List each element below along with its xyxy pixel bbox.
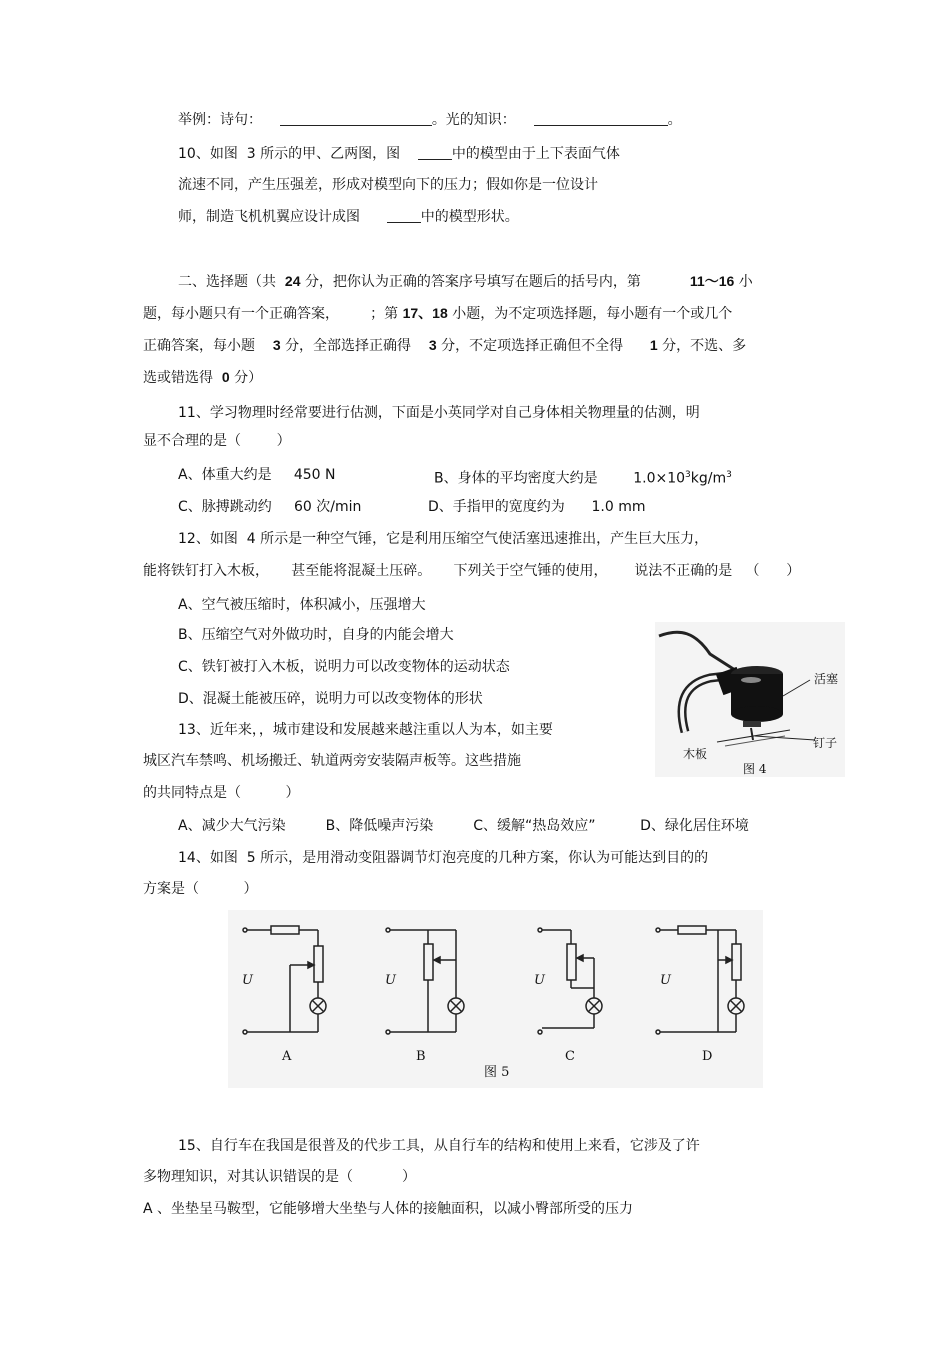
s2-text: 小题，为不定项选择题，每小题有一个或几个 [452, 306, 733, 322]
s2-text: 选或错选得 [143, 370, 213, 386]
q10-line-3 [178, 208, 519, 226]
q11-option-b[interactable] [434, 466, 732, 488]
q10-text: 中的模型形状。 [420, 209, 519, 225]
q11-optb-unit: kg/m [690, 470, 727, 487]
q10-blank-1[interactable] [418, 145, 452, 160]
q12-option-b[interactable]: B、压缩空气对外做功时，自身的内能会增大 [178, 627, 454, 643]
q12-option-a[interactable]: A、空气被压缩时，体积减小，压强增大 [178, 597, 426, 613]
q14-line-1: 14、如图 5 所示，是用滑动变阻器调节灯泡亮度的几种方案，你认为可能达到目的的 [178, 850, 709, 866]
s2-text: 分，不选、多 [662, 338, 747, 354]
s2-text: 题，每小题只有一个正确答案， [143, 306, 339, 322]
q11-option-a[interactable]: A、体重大约是 450 N [178, 467, 336, 483]
section2-line-3 [143, 336, 746, 355]
fig5-label-a: A [282, 1049, 292, 1064]
fig5-label-b: B [416, 1049, 426, 1064]
fig4-label-piston: 活塞 [814, 672, 839, 686]
fig5-u-label: U [534, 973, 545, 988]
fig4-label-board: 木板 [683, 747, 708, 761]
q12-option-d[interactable]: D、混凝土能被压碎，说明力可以改变物体的形状 [178, 691, 483, 707]
q11-line-1: 11、学习物理时经常要进行估测，下面是小英同学对自己身体相关物理量的估测，明 [178, 405, 700, 421]
s2-points: 3 [428, 337, 437, 353]
q15-line-2: 多物理知识，对其认识错误的是（ ） [143, 1169, 416, 1185]
fig5-caption: 图 5 [484, 1065, 510, 1080]
q12-option-c[interactable]: C、铁钉被打入木板，说明力可以改变物体的运动状态 [178, 659, 510, 675]
q12-line-2: 能将铁钉打入木板， 甚至能将混凝土压碎。 下列关于空气锤的使用， 说法不正确的是 （ ） [143, 563, 801, 579]
fig5-u-label: U [385, 973, 396, 988]
section2-line-4 [143, 368, 262, 387]
q12-line-1: 12、如图 4 所示是一种空气锤，它是利用压缩空气使活塞迅速推出，产生巨大压力， [178, 531, 709, 547]
q11-optb-text: B、身体的平均密度大约是 1.0×10 [434, 470, 686, 487]
example-end: 。 [667, 112, 682, 128]
air-hammer-illustration [655, 622, 845, 777]
s2-points: 3 [272, 337, 281, 353]
q13-line-2: 城区汽车禁鸣、机场搬迁、轨道两旁安装隔声板等。这些措施 [143, 753, 521, 769]
circuit-c [538, 928, 602, 1034]
example-prefix: 举例：诗句： [178, 112, 262, 128]
section2-line-1 [178, 272, 753, 291]
s2-points: 24 [284, 273, 301, 289]
q10-text: 10、如图 3 所示的甲、乙两图，图 [178, 146, 401, 162]
q10-line-1 [178, 145, 620, 163]
q15-line-1: 15、自行车在我国是很普及的代步工具，从自行车的结构和使用上来看，它涉及了许 [178, 1138, 700, 1154]
s2-text: 小 [738, 274, 753, 290]
section2-line-2 [143, 304, 732, 323]
example-line [178, 111, 682, 129]
q13-line-1: 13、近年来，，城市建设和发展越来越注重以人为本，如主要 [178, 722, 553, 738]
q11-optb-exp: 3 [685, 470, 691, 480]
s2-points: 0 [221, 369, 230, 385]
s2-points: 1 [649, 337, 658, 353]
q10-text: 师，制造飞机机翼应设计成图 [178, 209, 360, 225]
fig5-u-label: U [660, 973, 671, 988]
fig5-label-c: C [565, 1049, 575, 1064]
example-middle: 。光的知识： [431, 112, 516, 128]
fig4-label-nail: 钉子 [813, 736, 838, 750]
s2-text: 分，不定项选择正确但不全得 [441, 338, 624, 354]
fig5-u-label: U [242, 973, 253, 988]
answer-blank-poem[interactable] [280, 111, 432, 126]
q11-optb-exp2: 3 [726, 470, 732, 480]
s2-text: ；第 [370, 306, 399, 322]
q11-line-2: 显不合理的是（ ） [143, 433, 291, 449]
s2-text: 二、选择题（共 [178, 274, 276, 290]
figure-4-air-hammer [655, 622, 845, 777]
s2-text: 分，全部选择正确得 [285, 338, 412, 354]
q11-option-c[interactable]: C、脉搏跳动约 60 次/min [178, 499, 362, 515]
q14-line-2: 方案是（ ） [143, 881, 258, 897]
circuit-b [386, 928, 464, 1034]
q10-blank-2[interactable] [387, 208, 421, 223]
fig5-label-d: D [702, 1049, 713, 1064]
q11-option-d[interactable]: D、手指甲的宽度约为 1.0 mm [428, 499, 646, 515]
circuit-diagrams [228, 910, 763, 1088]
s2-range: 11～16 [689, 273, 735, 289]
s2-text: 正确答案，每小题 [143, 338, 255, 354]
circuit-a [243, 926, 326, 1034]
s2-range: 17、18 [402, 305, 448, 321]
q13-line-3: 的共同特点是（ ） [143, 785, 300, 801]
q10-text: 中的模型由于上下表面气体 [451, 146, 620, 162]
figure-5-circuits [228, 910, 763, 1088]
q15-option-a[interactable]: A 、坐垫呈马鞍型，它能够增大坐垫与人体的接触面积，以减小臀部所受的压力 [143, 1201, 634, 1217]
q13-options[interactable]: A、减少大气污染 B、降低噪声污染 C、缓解“热岛效应” D、绿化居住环境 [178, 818, 749, 834]
s2-text: 分） [234, 370, 263, 386]
fig4-caption: 图 4 [743, 762, 767, 776]
answer-blank-light[interactable] [534, 111, 668, 126]
q10-line-2: 流速不同，产生压强差，形成对模型向下的压力；假如你是一位设计 [178, 177, 598, 193]
s2-text: 分，把你认为正确的答案序号填写在题后的括号内，第 [304, 274, 641, 290]
